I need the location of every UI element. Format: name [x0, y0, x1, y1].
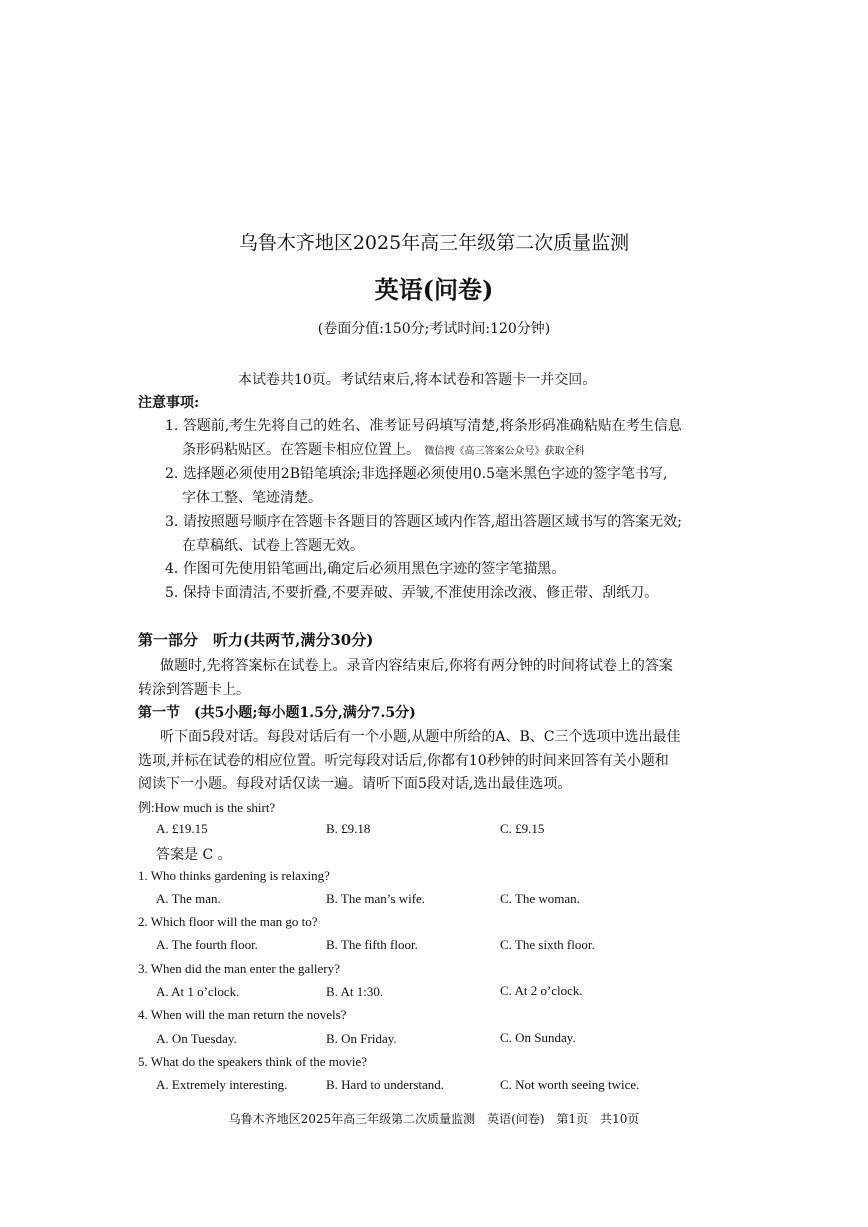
intro-text: 本试卷共10页。考试结束后,将本试卷和答题卡一并交回。: [238, 372, 597, 388]
option-b: B. Hard to understand.: [326, 1077, 445, 1092]
exam-title: 乌鲁木齐地区2025年高三年级第二次质量监测: [238, 232, 630, 254]
option-c: C. The sixth floor.: [500, 937, 595, 952]
note-line: 请按照题号顺序在答题卡各题目的答题区域内作答,超出答题区域书写的答案无效;: [182, 514, 682, 530]
question-4: 4. When will the man return the novels?: [138, 1007, 347, 1022]
section1-instructions-cont: 选项,并标在试卷的相应位置。听完每段对话后,你都有10秒钟的时间来回答有关小题和: [138, 753, 669, 769]
option-c: C. £9.15: [500, 821, 545, 836]
example-question: 例:How much is the shirt?: [138, 800, 276, 815]
question-1: 1. Who thinks gardening is relaxing?: [138, 868, 330, 883]
note-number: 4.: [165, 561, 179, 577]
question-3: 3. When did the man enter the gallery?: [138, 961, 340, 976]
note-number: 2.: [165, 466, 179, 482]
notes-heading: 注意事项:: [138, 395, 200, 411]
note-5: [165, 582, 658, 602]
part1-heading: 第一部分 听力(共两节,满分30分): [138, 631, 374, 649]
subject-title: 英语(问卷): [374, 275, 494, 304]
part1-instructions-cont: 转涂到答题卡上。: [138, 682, 250, 698]
option-a: A. Extremely interesting.: [156, 1077, 288, 1092]
note-4: [165, 558, 565, 578]
section1-heading: 第一节 (共5小题;每小题1.5分,满分7.5分): [138, 705, 416, 721]
option-a: A. The fourth floor.: [156, 937, 258, 952]
option-a: A. On Tuesday.: [156, 1031, 237, 1046]
page-footer: 乌鲁木齐地区2025年高三年级第二次质量监测 英语(问卷) 第1页 共10页: [228, 1112, 640, 1126]
option-b: B. £9.18: [326, 821, 371, 836]
option-b: B. On Friday.: [326, 1031, 397, 1046]
note-line: 答题前,考生先将自己的姓名、准考证号码填写清楚,将条形码准确粘贴在考生信息: [182, 418, 682, 434]
note-line: 作图可先使用铅笔画出,确定后必须用黑色字迹的签字笔描黑。: [182, 561, 566, 577]
option-a: A. At 1 o’clock.: [156, 984, 240, 999]
option-b: B. The fifth floor.: [326, 937, 418, 952]
option-a: A. £19.15: [156, 821, 208, 836]
example-answer: 答案是 C 。: [156, 847, 232, 863]
question-2: 2. Which floor will the man go to?: [138, 914, 318, 929]
question-5: 5. What do the speakers think of the movie?: [138, 1054, 368, 1069]
section1-instructions: 听下面5段对话。每段对话后有一个小题,从题中所给的A、B、C三个选项中选出最佳: [160, 729, 681, 745]
option-c: C. At 2 o’clock.: [500, 983, 583, 998]
note-3: [165, 511, 682, 531]
option-c: C. The woman.: [500, 891, 580, 906]
part1-instructions: 做题时,先将答案标在试卷上。录音内容结束后,你将有两分钟的时间将试卷上的答案: [160, 658, 673, 674]
note-1: [165, 415, 682, 435]
note-line: 保持卡面清洁,不要折叠,不要弄破、弄皱,不准使用涂改液、修正带、刮纸刀。: [182, 585, 659, 601]
note-2-cont: 字体工整、笔迹清楚。: [182, 490, 322, 506]
note-line: 选择题必须使用2B铅笔填涂;非选择题必须使用0.5毫米黑色字迹的签字笔书写,: [182, 466, 668, 482]
option-b: B. The man’s wife.: [326, 891, 426, 906]
exam-meta: (卷面分值:150分;考试时间:120分钟): [317, 321, 551, 337]
watermark-text: 微信搜《高三答案公众号》获取全科: [424, 446, 585, 457]
note-2: [165, 463, 667, 483]
note-3-cont: 在草稿纸、试卷上答题无效。: [182, 538, 364, 554]
option-c: C. On Sunday.: [500, 1030, 576, 1045]
section1-instructions-cont: 阅读下一小题。每段对话仅读一遍。请听下面5段对话,选出最佳选项。: [138, 776, 572, 792]
note-number: 1.: [165, 418, 179, 434]
option-a: A. The man.: [156, 891, 221, 906]
option-b: B. At 1:30.: [326, 984, 384, 999]
note-number: 3.: [165, 514, 179, 530]
note-line: 条形码粘贴区。在答题卡相应位置上。: [182, 442, 420, 458]
option-c: C. Not worth seeing twice.: [500, 1077, 640, 1092]
note-1-cont: [182, 439, 584, 459]
note-number: 5.: [165, 585, 179, 601]
